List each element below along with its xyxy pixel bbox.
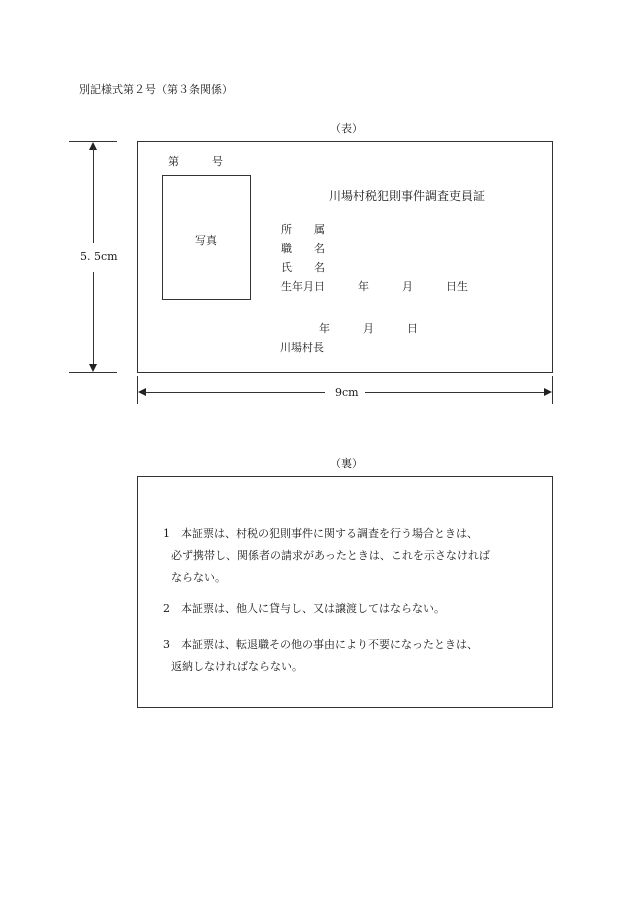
card-number-label: 第 号: [168, 155, 223, 168]
card-back: [137, 476, 553, 708]
notice-item-3: [163, 634, 478, 678]
arrow-right-icon: [544, 388, 552, 396]
width-right-extension-line: [552, 376, 553, 404]
width-arrow-shaft-right: [365, 392, 545, 393]
field-name: 氏 名: [281, 261, 325, 274]
notice-item-1-line-2: 必ず携帯し、関係者の請求があったときは、これを示さなければ: [171, 549, 490, 562]
photo-frame: [162, 175, 251, 300]
height-label: 5. 5cm: [80, 250, 118, 263]
height-bottom-extension-line: [69, 372, 117, 373]
field-title: 職 名: [281, 242, 325, 255]
notice-item-1-line-1: 本証票は、村税の犯則事件に関する調査を行う場合ときは、: [181, 527, 478, 540]
notice-item-2: [163, 598, 445, 620]
notice-item-2-number: 2: [163, 602, 170, 615]
form-heading: 別記様式第２号（第３条関係）: [79, 83, 233, 96]
card-title: 川場村税犯則事件調査吏員証: [329, 189, 486, 203]
card-front: [137, 141, 553, 373]
notice-item-1: [163, 523, 490, 589]
notice-item-3-number: 3: [163, 638, 170, 651]
field-birthdate: 生年月日 年 月 日生: [281, 280, 468, 293]
front-side-label: （表）: [330, 122, 363, 135]
photo-label: 写真: [195, 234, 217, 247]
card-field-list: [281, 220, 468, 296]
width-arrow-shaft-left: [144, 392, 325, 393]
height-arrow-shaft-top: [93, 148, 94, 243]
arrow-down-icon: [89, 364, 97, 372]
notice-item-3-line-2: 返納しなければならない。: [171, 660, 303, 673]
notice-item-1-number: 1: [163, 527, 170, 540]
notice-item-3-line-1: 本証票は、転退職その他の事由により不要になったときは、: [181, 638, 478, 651]
issue-date: 年 月 日: [319, 322, 418, 335]
issuer: 川場村長: [280, 341, 324, 354]
notice-item-1-line-3: ならない。: [171, 571, 226, 584]
back-side-label: （裏）: [330, 457, 363, 470]
width-label: 9cm: [335, 386, 359, 399]
height-arrow-shaft-bottom: [93, 272, 94, 366]
field-affiliation: 所 属: [281, 223, 325, 236]
notice-item-2-line-1: 本証票は、他人に貸与し、又は譲渡してはならない。: [181, 602, 445, 615]
